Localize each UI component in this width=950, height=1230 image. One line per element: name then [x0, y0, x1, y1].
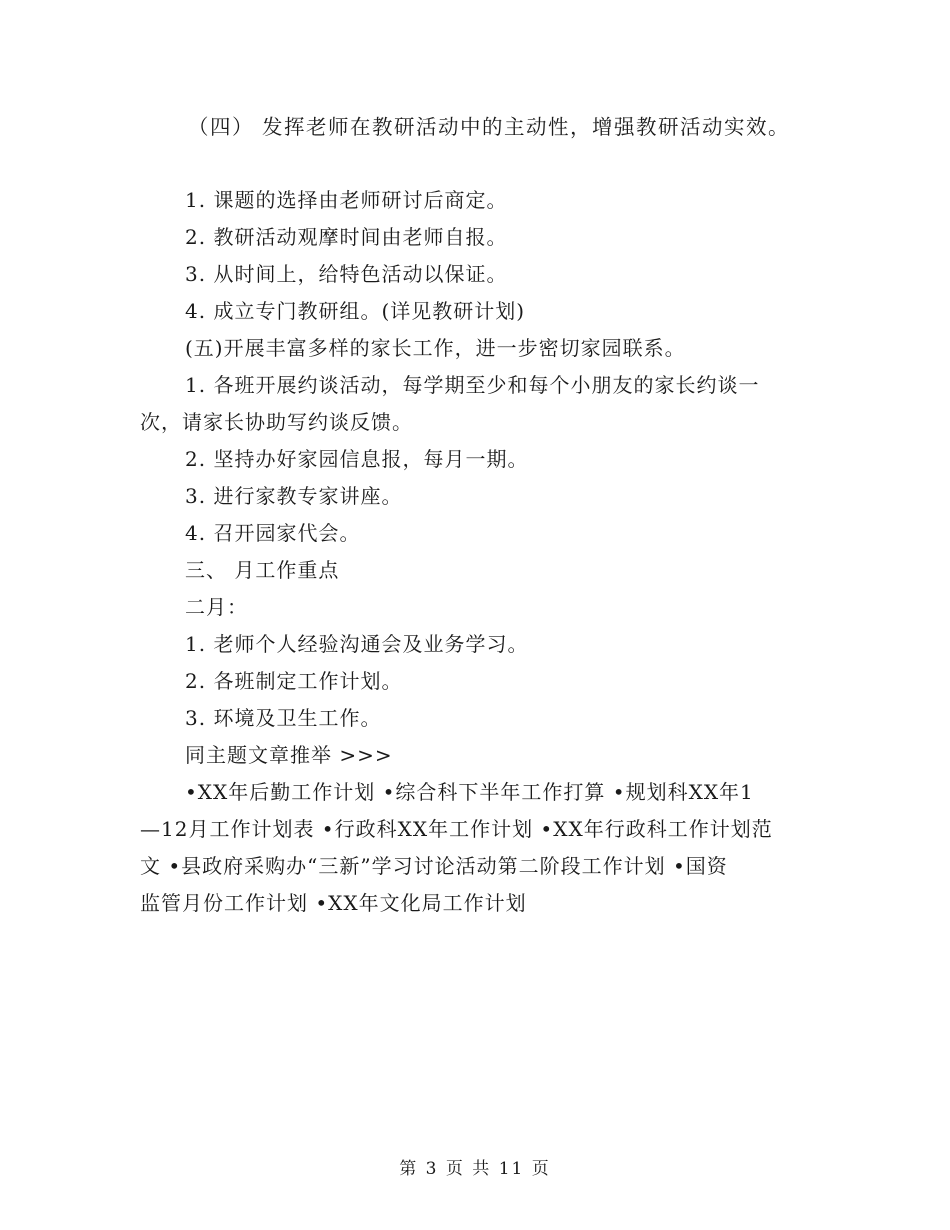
section-5-item-3: 3. 进行家教专家讲座。	[185, 484, 403, 508]
section-4-heading: （四） 发挥老师在教研活动中的主动性，增强教研活动实效。	[188, 115, 791, 139]
section-4-item-1: 1. 课题的选择由老师研讨后商定。	[185, 188, 508, 212]
month-item-1: 1. 老师个人经验沟通会及业务学习。	[185, 632, 529, 656]
section-4-item-3: 3. 从时间上，给特色活动以保证。	[185, 262, 508, 286]
section-4-item-4: 4. 成立专门教研组。(详见教研计划)	[185, 299, 526, 323]
page-footer: 第 3 页 共 11 页	[399, 1159, 551, 1179]
section-5-item-1-line-2: 次，请家长协助写约谈反馈。	[140, 410, 413, 434]
month-item-3: 3. 环境及卫生工作。	[185, 706, 382, 730]
section-5-item-2: 2. 坚持办好家园信息报，每月一期。	[185, 447, 529, 471]
month-item-2: 2. 各班制定工作计划。	[185, 669, 403, 693]
related-articles-line-3[interactable]: 文 •县政府采购办“三新”学习讨论活动第二阶段工作计划 •国资	[140, 854, 728, 878]
section-5-item-4: 4. 召开园家代会。	[185, 521, 361, 545]
section-5-item-1-line-1: 1. 各班开展约谈活动，每学期至少和每个小朋友的家长约谈一	[185, 373, 760, 397]
related-articles-line-1[interactable]: •XX年后勤工作计划 •综合科下半年工作打算 •规划科XX年1	[185, 780, 754, 804]
section-3-heading: 三、 月工作重点	[185, 558, 340, 582]
related-articles-line-2[interactable]: —12月工作计划表 •行政科XX年工作计划 •XX年行政科工作计划范	[140, 817, 773, 841]
section-4-item-2: 2. 教研活动观摩时间由老师自报。	[185, 225, 508, 249]
related-articles-label: 同主题文章推举 >>>	[185, 743, 393, 767]
related-articles-line-4[interactable]: 监管月份工作计划 •XX年文化局工作计划	[140, 891, 527, 915]
month-label: 二月：	[185, 595, 248, 619]
section-5-heading: (五)开展丰富多样的家长工作，进一步密切家园联系。	[185, 336, 686, 360]
